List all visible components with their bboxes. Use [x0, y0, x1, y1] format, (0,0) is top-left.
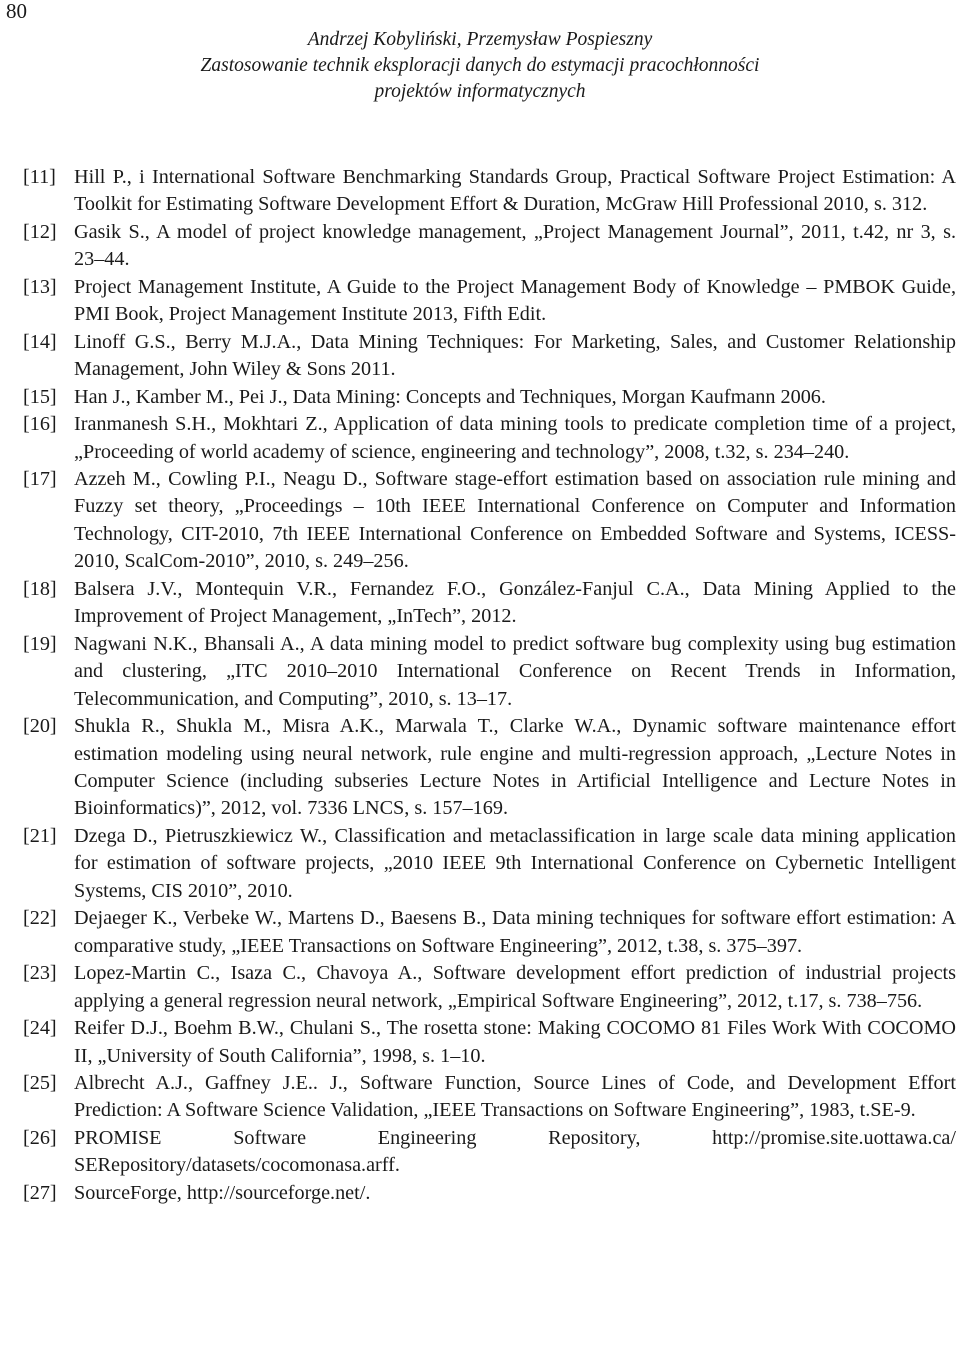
reference-item	[20, 274, 956, 329]
reference-text: Dzega D., Pietruszkiewicz W., Classification and metaclassification in large scale data mining application for estimation of software projects, „2010 IEEE 9th International Conference on Cybernetic Intelligent Systems, CIS 2010”, 2010.	[74, 824, 956, 902]
reference-number: [21]	[23, 824, 57, 847]
reference-number: [25]	[23, 1071, 57, 1094]
reference-text: Han J., Kamber M., Pei J., Data Mining: Concepts and Techniques, Morgan Kaufmann 2006.	[74, 385, 826, 408]
reference-number: [17]	[23, 467, 57, 490]
reference-number: [22]	[23, 907, 57, 930]
reference-item	[20, 466, 956, 576]
header-title-line-1: Zastosowanie technik eksploracji danych do estymacji pracochłonności	[200, 55, 760, 76]
reference-item	[20, 631, 956, 713]
running-header	[0, 27, 960, 105]
reference-text: Lopez-Martin C., Isaza C., Chavoya A., Software development effort prediction of industrial projects applying a general regression neural network, „Empirical Software Engineering”, 2012, t.17, s. 738–756.	[74, 962, 956, 1012]
reference-text: Azzeh M., Cowling P.I., Neagu D., Software stage-effort estimation based on association rule mining and Fuzzy set theory, „Proceedings – 10th IEEE International Conference on Computer and Information Technology, CIT-2010, 7th IEEE International Conference on Embedded Software and Systems, ICESS-2010, ScalCom-2010”, 2010, s. 249–256.	[74, 467, 956, 573]
reference-number: [16]	[23, 413, 57, 436]
reference-number: [13]	[23, 275, 57, 298]
reference-text: Nagwani N.K., Bhansali A., A data mining model to predict software bug complexity using bug estimation and clustering, „ITC 2010–2010 International Conference on Recent Trends in Information, Telecommunication, and Computing”, 2010, s. 13–17.	[74, 632, 956, 710]
reference-text: Gasik S., A model of project knowledge management, „Project Management Journal”, 2011, t.42, nr 3, s. 23–44.	[74, 220, 956, 271]
reference-number: [20]	[23, 715, 57, 738]
reference-text: Linoff G.S., Berry M.J.A., Data Mining Techniques: For Marketing, Sales, and Customer Relationship Management, John Wiley & Sons 2011.	[74, 330, 956, 381]
reference-item	[20, 164, 956, 219]
reference-list	[20, 164, 956, 1207]
reference-text: Shukla R., Shukla M., Misra A.K., Marwala T., Clarke W.A., Dynamic software maintenance effort estimation modeling using neural network, rule engine and multi-regression approach, „Lecture Notes in Computer Science (including subseries Lecture Notes in Artificial Intelligence and Lecture Notes in Bioinformatics)”, 2012, vol. 7336 LNCS, s. 157–169.	[74, 715, 956, 820]
reference-item	[20, 1015, 956, 1070]
reference-item	[20, 576, 956, 631]
reference-number: [15]	[23, 385, 57, 408]
reference-number: [23]	[23, 962, 57, 985]
reference-text: Reifer D.J., Boehm B.W., Chulani S., The rosetta stone: Making COCOMO 81 Files Work With COCOMO II, „University of South California”, 1998, s. 1–10.	[74, 1017, 956, 1067]
reference-item	[20, 823, 956, 905]
reference-text: Iranmanesh S.H., Mokhtari Z., Application of data mining tools to predicate completion time of a project, „Proceeding of world academy of science, engineering and technology”, 2008, t.32, s. 234–240.	[74, 413, 956, 463]
reference-text: Hill P., i International Software Benchmarking Standards Group, Practical Software Project Estimation: A Toolkit for Estimating Software Development Effort & Duration, McGraw Hill Professional 2010, s. 312.	[74, 166, 956, 216]
reference-item	[20, 219, 956, 274]
reference-number: [24]	[23, 1017, 57, 1040]
reference-item	[20, 1070, 956, 1125]
reference-item	[20, 905, 956, 960]
reference-item	[20, 1125, 956, 1180]
reference-item	[20, 960, 956, 1015]
reference-item	[20, 384, 956, 411]
reference-number: [14]	[23, 330, 57, 353]
reference-number: [26]	[23, 1126, 57, 1149]
page-number: 80	[6, 0, 27, 23]
reference-item	[20, 713, 956, 823]
reference-text: Project Management Institute, A Guide to the Project Management Body of Knowledge – PMBOK Guide, PMI Book, Project Management Institute 2013, Fifth Edit.	[74, 275, 956, 326]
reference-number: [18]	[23, 577, 57, 600]
reference-text: Albrecht A.J., Gaffney J.E.. J., Software Function, Source Lines of Code, and Development Effort Prediction: A Software Science Validation, „IEEE Transactions on Software Engineering”, 1983, t.SE-9.	[74, 1071, 956, 1122]
reference-number: [12]	[23, 220, 57, 243]
header-authors: Andrzej Kobyliński, Przemysław Pospieszny	[307, 29, 653, 50]
reference-text: Balsera J.V., Montequin V.R., Fernandez F.O., González-Fanjul C.A., Data Mining Applied to the Improvement of Project Management, „InTech”, 2012.	[74, 577, 956, 628]
reference-item	[20, 329, 956, 384]
reference-text: Dejaeger K., Verbeke W., Martens D., Baesens B., Data mining techniques for software effort estimation: A comparative study, „IEEE Transactions on Software Engineering”, 2012, t.38, s. 375–397.	[74, 907, 956, 957]
reference-number: [11]	[23, 166, 56, 188]
reference-text: SourceForge, http://sourceforge.net/.	[74, 1181, 371, 1204]
reference-number: [27]	[23, 1181, 57, 1204]
header-title-line-2: projektów informatycznych	[374, 81, 586, 102]
reference-number: [19]	[23, 632, 57, 655]
reference-item	[20, 411, 956, 466]
reference-text: PROMISE Software Engineering Repository, http://promise.site.uottawa.ca/ SERepository/datasets/cocomonasa.arff.	[74, 1126, 956, 1177]
reference-item	[20, 1180, 956, 1207]
